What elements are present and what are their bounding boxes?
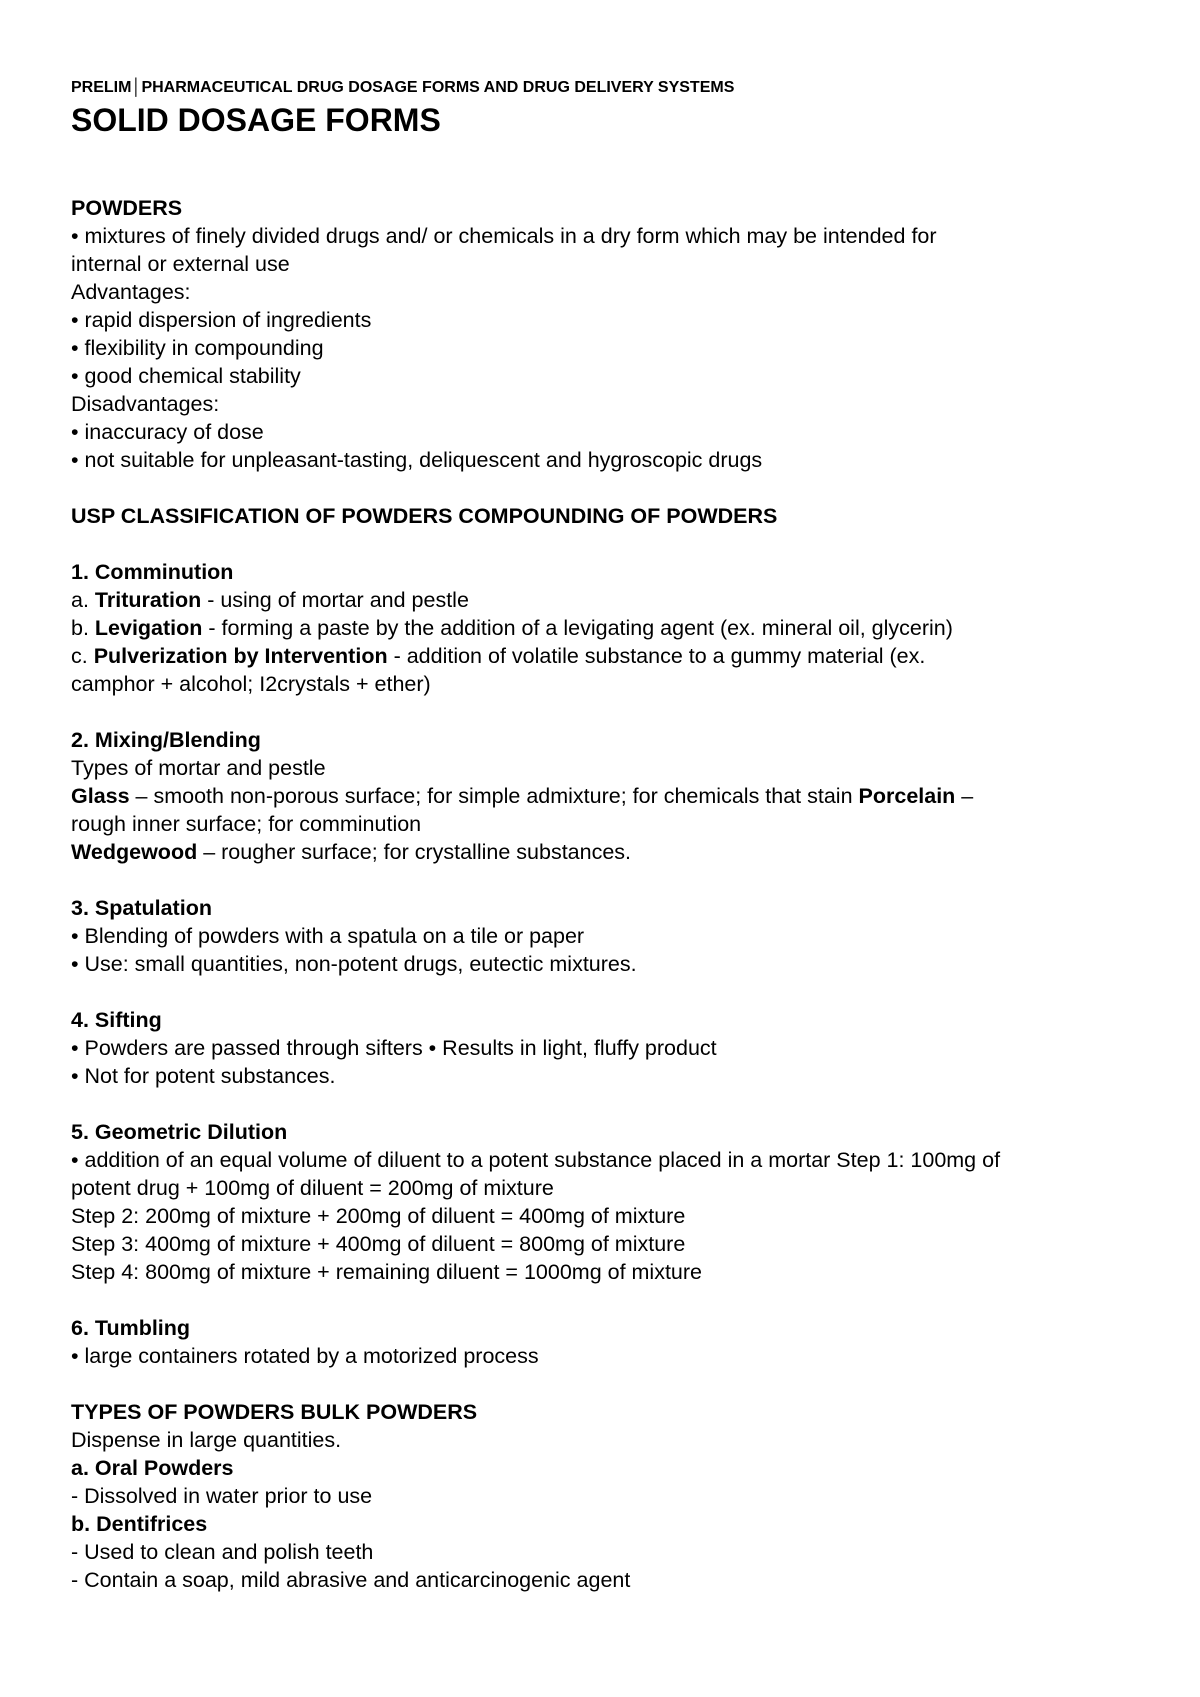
geometric-dilution-heading: 5. Geometric Dilution <box>71 1120 288 1144</box>
mixing-section <box>71 726 1151 866</box>
tumbling-heading: 6. Tumbling <box>71 1316 191 1340</box>
usp-section <box>71 502 1151 530</box>
dentifrices-item: - Contain a soap, mild abrasive and anticarcinogenic agent <box>71 1568 631 1592</box>
trituration-term: Trituration <box>94 588 202 612</box>
trituration-item <box>71 586 1151 614</box>
advantages-label: Advantages: <box>71 280 191 304</box>
mixing-heading: 2. Mixing/Blending <box>71 728 261 752</box>
geometric-dilution-section <box>71 1118 1151 1286</box>
powders-definition-line-2: internal or external use <box>71 252 290 276</box>
geometric-dilution-line: potent drug + 100mg of diluent = 200mg of mixture <box>71 1176 554 1200</box>
porcelain-text: – <box>955 784 974 808</box>
pulverization-item <box>71 642 1151 670</box>
glass-porcelain-line <box>71 782 1151 810</box>
page-title: SOLID DOSAGE FORMS <box>71 102 441 138</box>
glass-term: Glass <box>71 784 130 808</box>
powders-section <box>71 194 1151 474</box>
oral-powders-heading: a. Oral Powders <box>71 1456 234 1480</box>
dentifrices-item: - Used to clean and polish teeth <box>71 1540 374 1564</box>
advantage-item: • flexibility in compounding <box>71 336 324 360</box>
item-prefix: a. <box>71 588 95 612</box>
sifting-section <box>71 1006 1151 1090</box>
bulk-powders-intro: Dispense in large quantities. <box>71 1428 342 1452</box>
wedgewood-text: – rougher surface; for crystalline substances. <box>197 840 632 864</box>
disadvantage-item: • not suitable for unpleasant-tasting, deliquescent and hygroscopic drugs <box>71 448 763 472</box>
usp-classification-heading: USP CLASSIFICATION OF POWDERS COMPOUNDING OF POWDERS <box>71 504 778 528</box>
wedgewood-line <box>71 838 1151 866</box>
advantage-item: • rapid dispersion of ingredients <box>71 308 372 332</box>
disadvantages-label: Disadvantages: <box>71 392 220 416</box>
tumbling-section <box>71 1314 1151 1370</box>
levigation-item <box>71 614 1151 642</box>
spatulation-item: • Blending of powders with a spatula on a tile or paper <box>71 924 585 948</box>
dentifrices-heading: b. Dentifrices <box>71 1512 208 1536</box>
spatulation-item: • Use: small quantities, non-potent drugs, eutectic mixtures. <box>71 952 637 976</box>
types-of-powders-section <box>71 1398 1151 1594</box>
powders-definition-line-1: • mixtures of finely divided drugs and/ or chemicals in a dry form which may be intended for <box>71 224 937 248</box>
spatulation-section <box>71 894 1151 978</box>
mortar-types-intro: Types of mortar and pestle <box>71 756 326 780</box>
item-prefix: c. <box>71 644 94 668</box>
comminution-heading: 1. Comminution <box>71 560 234 584</box>
geometric-dilution-line: Step 3: 400mg of mixture + 400mg of diluent = 800mg of mixture <box>71 1232 686 1256</box>
pulverization-term: Pulverization by Intervention <box>93 644 388 668</box>
porcelain-term: Porcelain <box>858 784 956 808</box>
sifting-item: • Not for potent substances. <box>71 1064 336 1088</box>
sifting-item: • Powders are passed through sifters • Results in light, fluffy product <box>71 1036 717 1060</box>
wedgewood-term: Wedgewood <box>71 840 198 864</box>
document-page <box>71 70 1151 1594</box>
geometric-dilution-line: Step 2: 200mg of mixture + 200mg of diluent = 400mg of mixture <box>71 1204 686 1228</box>
trituration-text: - using of mortar and pestle <box>201 588 469 612</box>
geometric-dilution-line: Step 4: 800mg of mixture + remaining diluent = 1000mg of mixture <box>71 1260 703 1284</box>
pulverization-text: - addition of volatile substance to a gummy material (ex. <box>387 644 926 668</box>
disadvantage-item: • inaccuracy of dose <box>71 420 264 444</box>
porcelain-text-continued: rough inner surface; for comminution <box>71 812 422 836</box>
types-of-powders-heading: TYPES OF POWDERS BULK POWDERS <box>71 1400 478 1424</box>
geometric-dilution-line: • addition of an equal volume of diluent to a potent substance placed in a mortar Step 1: 100mg of <box>71 1148 1001 1172</box>
levigation-text: - forming a paste by the addition of a levigating agent (ex. mineral oil, glycerin) <box>202 616 953 640</box>
levigation-term: Levigation <box>94 616 203 640</box>
tumbling-item: • large containers rotated by a motorized process <box>71 1344 539 1368</box>
course-header: PRELIM│PHARMACEUTICAL DRUG DOSAGE FORMS AND DRUG DELIVERY SYSTEMS <box>71 79 735 96</box>
glass-text: – smooth non-porous surface; for simple admixture; for chemicals that stain <box>129 784 859 808</box>
pulverization-text-continued: camphor + alcohol; I2crystals + ether) <box>71 672 431 696</box>
oral-powders-item: - Dissolved in water prior to use <box>71 1484 373 1508</box>
comminution-section <box>71 558 1151 698</box>
powders-heading: POWDERS <box>71 196 183 220</box>
sifting-heading: 4. Sifting <box>71 1008 162 1032</box>
advantage-item: • good chemical stability <box>71 364 301 388</box>
spatulation-heading: 3. Spatulation <box>71 896 212 920</box>
item-prefix: b. <box>71 616 95 640</box>
